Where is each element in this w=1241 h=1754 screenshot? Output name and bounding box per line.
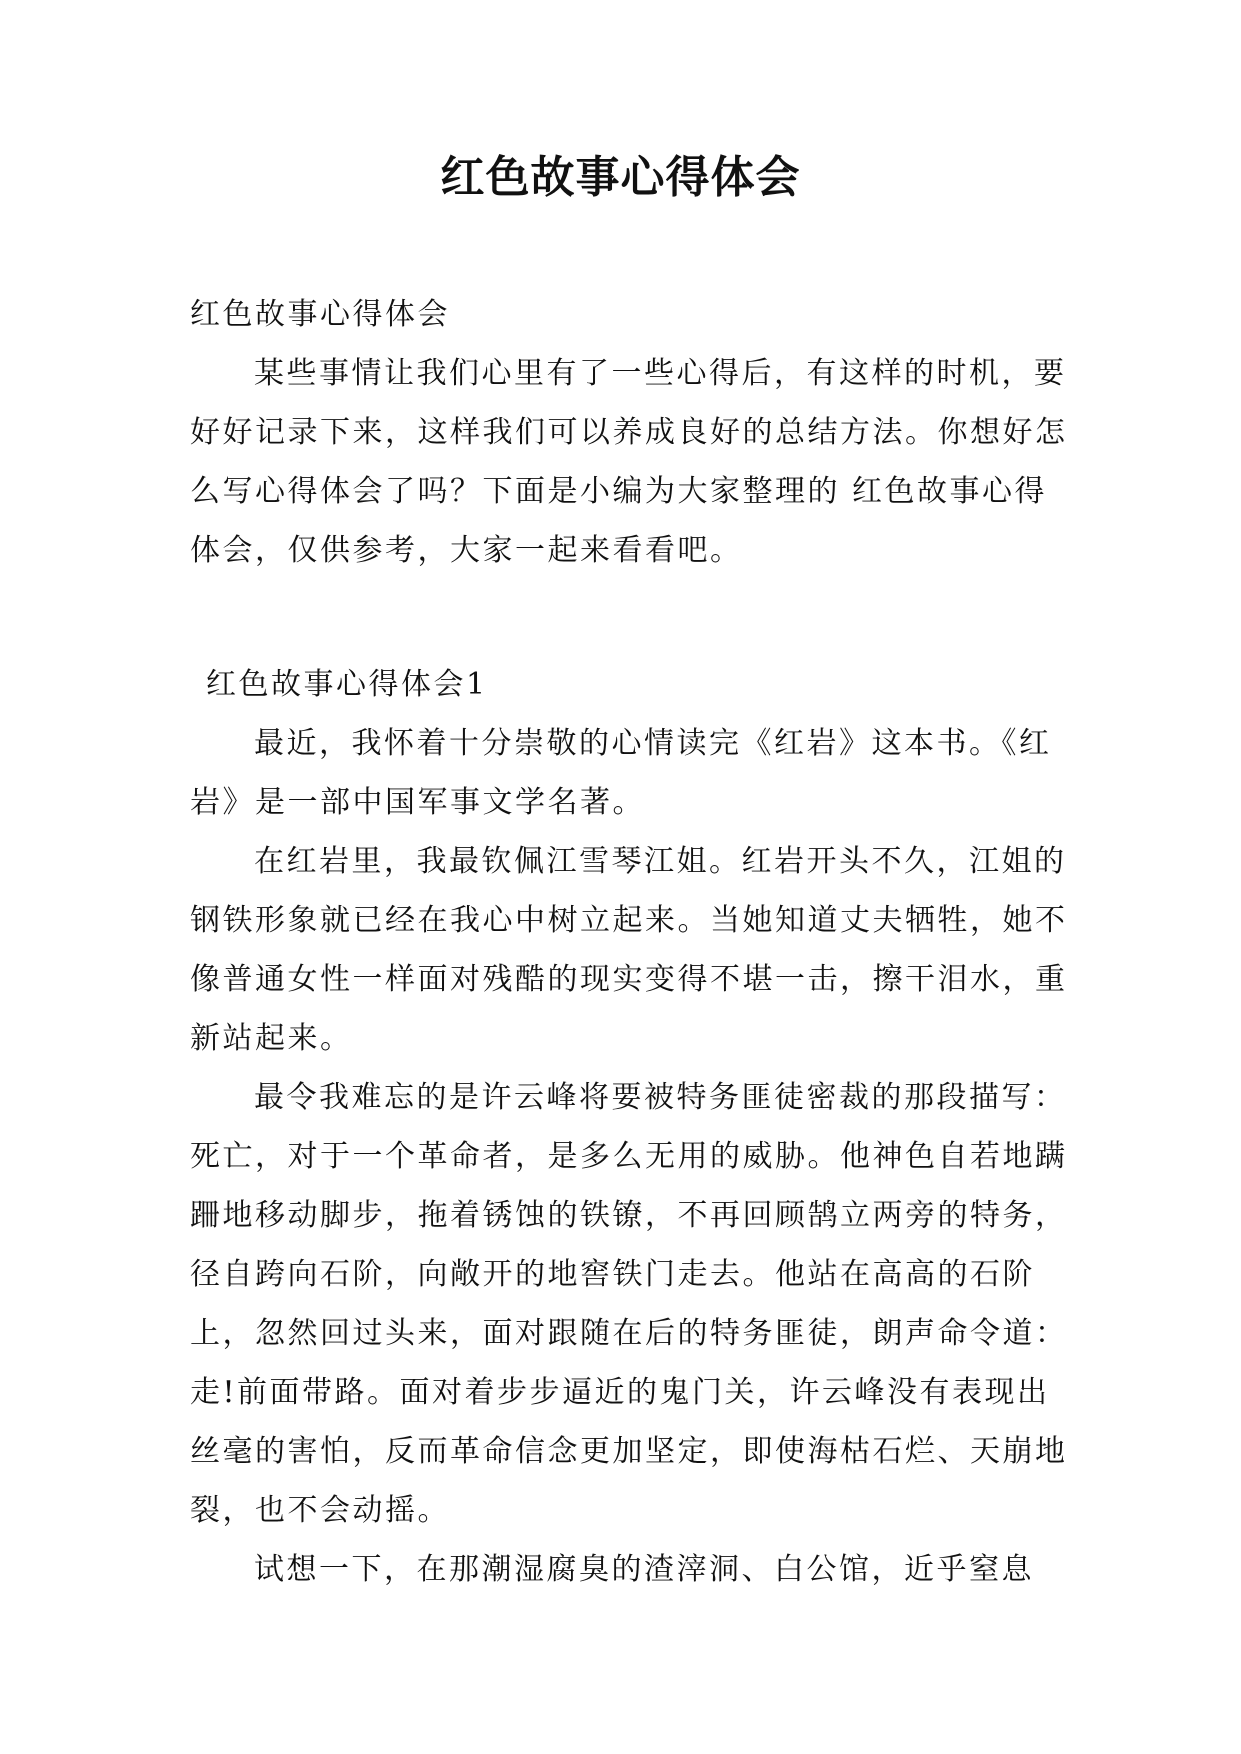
document-subtitle: 红色故事心得体会 — [190, 297, 450, 332]
intro-paragraph: 某些事情让我们心里有了一些心得后，有这样的时机，要好好记录下来，这样我们可以养成良好的总结方法。你想好怎么写心得体会了吗？下面是小编为大家整理的 红色故事心得体会，仅供参考，大家一起来看看吧。 — [190, 356, 1068, 568]
body-paragraph: 最近，我怀着十分崇敬的心情读完《红岩》这本书。《红岩》是一部中国军事文学名著。 — [190, 726, 1052, 820]
section-spacer — [190, 580, 1075, 655]
section-heading: 红色故事心得体会1 — [206, 667, 488, 702]
body-paragraph: 最令我难忘的是许云峰将要被特务匪徒密裁的那段描写：死亡，对于一个革命者，是多么无用的威胁。他神色自若地蹒跚地移动脚步，拖着锈蚀的铁镣，不再回顾鹄立两旁的特务，径自跨向石阶，向敞开的地窖铁门走去。他站在高高的石阶上，忽然回过头来，面对跟随在后的特务匪徒，朗声命令道：走!前面带路。面对着步步逼近的鬼门关，许云峰没有表现出丝毫的害怕，反而革命信念更加坚定，即使海枯石烂、天崩地裂，也不会动摇。 — [190, 1080, 1068, 1528]
body-paragraph: 在红岩里，我最钦佩江雪琴江姐。红岩开头不久，江姐的钢铁形象就已经在我心中树立起来。当她知道丈夫牺牲，她不像普通女性一样面对残酷的现实变得不堪一击，擦干泪水，重新站起来。 — [190, 844, 1068, 1056]
document-title: 红色故事心得体会 — [440, 152, 801, 203]
document-body — [190, 285, 1075, 1599]
body-paragraph: 试想一下，在那潮湿腐臭的渣滓洞、白公馆，近乎窒息 — [254, 1552, 1034, 1587]
